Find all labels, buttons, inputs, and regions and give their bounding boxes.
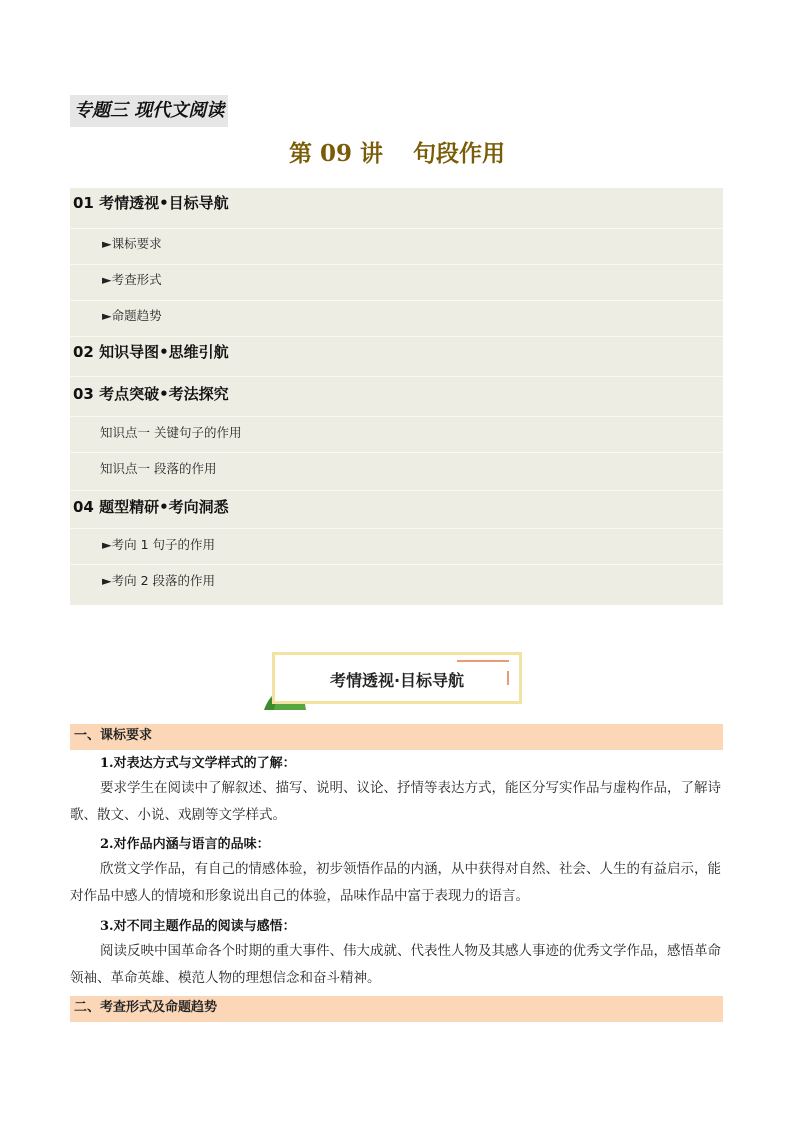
lesson-title — [0, 135, 794, 168]
section-heading-1: 一、课标要求 — [70, 724, 723, 750]
banner-title: 考情透视·目标导航 — [329, 671, 465, 690]
toc-section-1[interactable]: 01 考情透视•目标导航 — [70, 188, 723, 229]
toc-item-direction-2[interactable]: ►考向 2 段落的作用 — [102, 573, 216, 588]
toc-item-knowledge-paragraph[interactable]: 知识点一 段落的作用 — [70, 453, 723, 491]
toc-item-curriculum[interactable]: ►课标要求 — [70, 229, 723, 265]
toc-section-2[interactable]: 02 知识导图•思维引航 — [70, 337, 723, 377]
paragraph-1: 要求学生在阅读中了解叙述、描写、说明、议论、抒情等表达方式，能区分写实作品与虚构作品，了解诗歌、散文、小说、戏剧等文学样式。 — [70, 780, 721, 823]
topic-tag: 专题三 现代文阅读 — [70, 95, 228, 127]
toc-section-3[interactable]: 03 考点突破•考法探究 — [70, 377, 723, 417]
lesson-prefix: 第 — [288, 140, 312, 167]
banner-decor-line — [457, 660, 509, 662]
paragraph-3: 阅读反映中国革命各个时期的重大事件、伟大成就、代表性人物及其感人事迹的优秀文学作品，感悟革命领袖、革命英雄、模范人物的理想信念和奋斗精神。 — [70, 943, 721, 986]
toc-item-trend[interactable]: ►命题趋势 — [70, 301, 723, 337]
toc-item-knowledge-sentence[interactable]: 知识点一 关键句子的作用 — [70, 417, 723, 453]
paragraph-2: 欣赏文学作品，有自己的情感体验，初步领悟作品的内涵，从中获得对自然、社会、人生的有益启示，能对作品中感人的情境和形象说出自己的体验，品味作品中富于表现力的语言。 — [70, 861, 721, 904]
table-of-contents — [70, 188, 723, 605]
toc-item-direction-1[interactable]: ►考向 1 句子的作用 — [70, 529, 723, 565]
lesson-name: 句段作用 — [413, 140, 506, 167]
toc-section-4[interactable]: 04 题型精研•考向洞悉 — [70, 491, 723, 529]
section-banner — [272, 652, 522, 704]
section-heading-2: 二、考查形式及命题趋势 — [70, 996, 723, 1022]
subheading-2: 2.对作品内涵与语言的品味： — [100, 837, 270, 852]
lesson-unit: 讲 — [360, 140, 384, 167]
subheading-1: 1.对表达方式与文学样式的了解： — [100, 756, 296, 771]
toc-item-exam-form[interactable]: ►考查形式 — [70, 265, 723, 301]
lesson-number: 09 — [319, 140, 352, 167]
subheading-3: 3.对不同主题作品的阅读与感悟： — [100, 919, 296, 934]
